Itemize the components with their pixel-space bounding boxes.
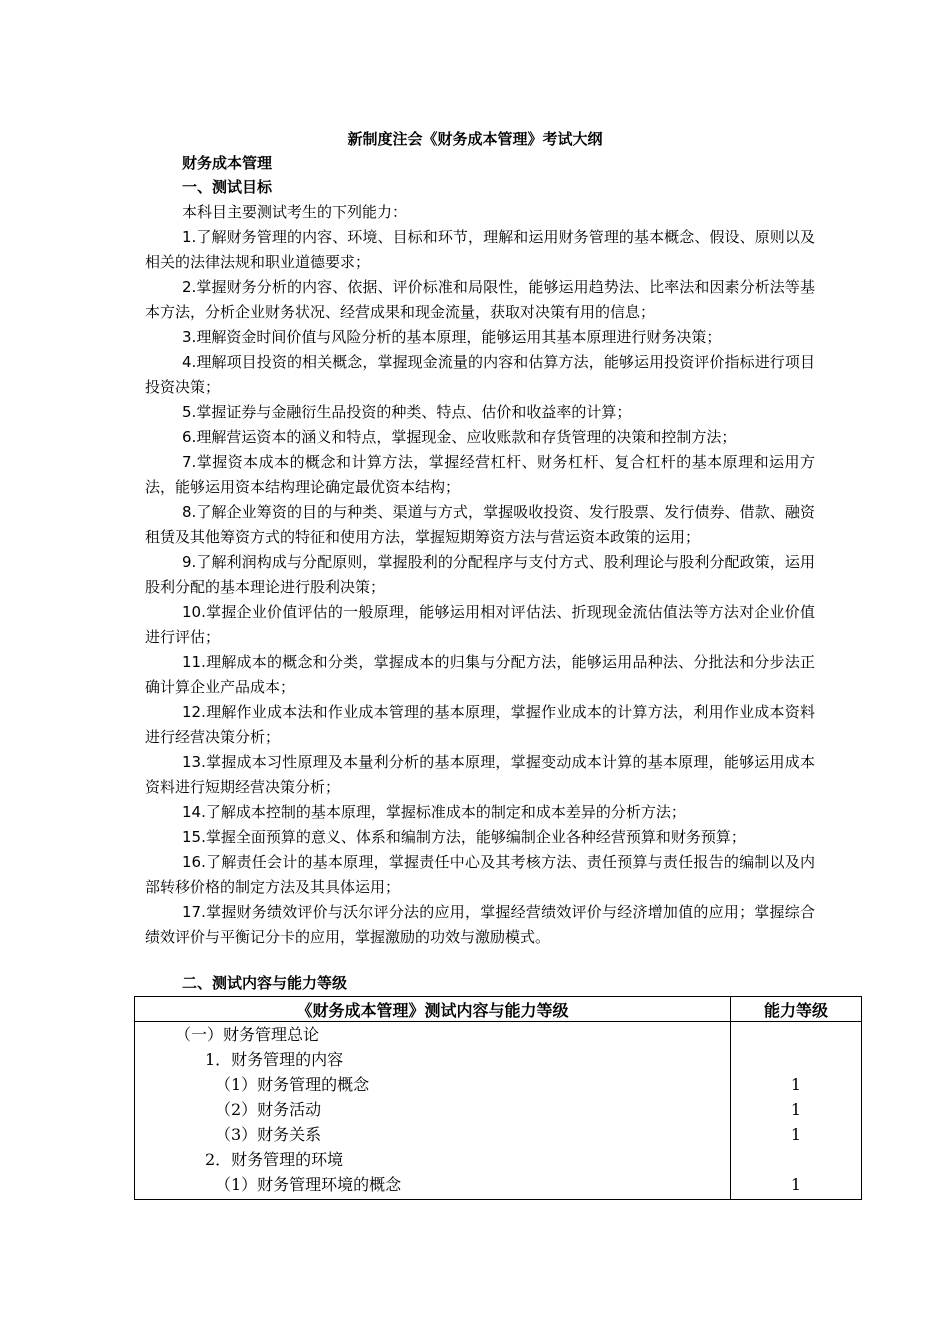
objective-item [145,800,815,825]
table-level-value [731,1147,861,1172]
objective-number: 1. [182,228,197,246]
table-level-value: 1 [790,1125,802,1144]
table-content-item: 1．财务管理的内容 [205,1050,344,1069]
table-level-value: 1 [790,1175,802,1194]
objective-item [145,450,815,500]
section2-heading: 二、测试内容与能力等级 [182,974,348,992]
document-title: 新制度注会《财务成本管理》考试大纲 [347,130,603,148]
objective-number: 10. [182,603,206,621]
objective-number: 17. [182,903,206,921]
objective-item [145,825,815,850]
objective-item [145,350,815,400]
objective-item [145,325,815,350]
table-content-item: 2．财务管理的环境 [205,1150,344,1169]
objective-item [145,650,815,700]
objective-number: 6. [182,428,197,446]
objective-text: 了解成本控制的基本原理，掌握标准成本的制定和成本差异的分析方法； [205,803,686,821]
table-level-value: 1 [790,1100,802,1119]
table-header-level: 能力等级 [731,997,862,1022]
objective-text: 掌握成本习性原理及本量利分析的基本原理，掌握变动成本计算的基本原理，能够运用成本资料进行短期经营决策分析； [145,753,815,796]
objective-number: 14. [182,803,206,821]
objective-number: 16. [182,853,206,871]
table-level-value [731,1047,861,1072]
objective-item [145,700,815,750]
objective-number: 5. [182,403,197,421]
objective-text: 掌握企业价值评估的一般原理，能够运用相对评估法、折现现金流估值法等方法对企业价值进行评估； [145,603,815,646]
objective-text: 理解营运资本的涵义和特点，掌握现金、应收账款和存货管理的决策和控制方法； [196,428,737,446]
objective-text: 理解项目投资的相关概念，掌握现金流量的内容和估算方法，能够运用投资评价指标进行项目投资决策； [145,353,815,396]
objective-item [145,425,815,450]
objective-text: 掌握资本成本的概念和计算方法，掌握经营杠杆、财务杠杆、复合杠杆的基本原理和运用方法，能够运用资本结构理论确定最优资本结构； [145,453,815,496]
objective-item [145,600,815,650]
objective-item [145,400,815,425]
table-header-row [135,997,862,1022]
table-content-cell [135,1022,731,1200]
objective-text: 掌握财务分析的内容、依据、评价标准和局限性，能够运用趋势法、比率法和因素分析法等基本方法，分析企业财务状况、经营成果和现金流量，获取对决策有用的信息； [145,278,815,321]
objective-number: 3. [182,328,197,346]
table-level-cell [731,1022,862,1200]
objective-item [145,225,815,275]
table-content-item: （1）财务管理环境的概念 [215,1175,402,1194]
objective-number: 15. [182,828,206,846]
objective-text: 掌握财务绩效评价与沃尔评分法的应用，掌握经营绩效评价与经济增加值的应用；掌握综合绩效评价与平衡记分卡的应用，掌握激励的功效与激励模式。 [145,903,815,946]
objective-number: 4. [182,353,197,371]
objective-item [145,750,815,800]
table-content-item: （2）财务活动 [215,1100,322,1119]
table-content-item: （3）财务关系 [215,1125,322,1144]
objective-item [145,900,815,950]
objective-text: 理解作业成本法和作业成本管理的基本原理，掌握作业成本的计算方法，利用作业成本资料进行经营决策分析； [145,703,815,746]
objectives-body [145,200,815,950]
table-content-item: （1）财务管理的概念 [215,1075,370,1094]
section1-heading: 一、测试目标 [182,178,273,196]
table-content-item: （一）财务管理总论 [175,1025,320,1044]
ability-table [134,996,862,1200]
objective-item [145,275,815,325]
objective-text: 了解责任会计的基本原理，掌握责任中心及其考核方法、责任预算与责任报告的编制以及内部转移价格的制定方法及其具体运用； [145,853,815,896]
objective-number: 11. [182,653,206,671]
objective-number: 8. [182,503,197,521]
objective-text: 理解资金时间价值与风险分析的基本原理，能够运用其基本原理进行财务决策； [196,328,722,346]
objective-text: 掌握全面预算的意义、体系和编制方法，能够编制企业各种经营预算和财务预算； [205,828,746,846]
table-row [135,1022,862,1200]
objective-item [145,850,815,900]
objective-text: 了解财务管理的内容、环境、目标和环节，理解和运用财务管理的基本概念、假设、原则以及相关的法律法规和职业道德要求； [145,228,815,271]
objective-item [145,500,815,550]
objective-number: 7. [182,453,197,471]
table-level-value [731,1022,861,1047]
objective-number: 12. [182,703,206,721]
table-header-content: 《财务成本管理》测试内容与能力等级 [135,997,731,1022]
subject-heading: 财务成本管理 [182,154,273,172]
objective-text: 理解成本的概念和分类，掌握成本的归集与分配方法，能够运用品种法、分批法和分步法正确计算企业产品成本； [145,653,815,696]
objective-item [145,550,815,600]
objective-text: 掌握证券与金融衍生品投资的种类、特点、估价和收益率的计算； [196,403,632,421]
objective-text: 了解企业筹资的目的与种类、渠道与方式，掌握吸收投资、发行股票、发行债券、借款、融资租赁及其他筹资方式的特征和使用方法，掌握短期筹资方法与营运资本政策的运用； [145,503,815,546]
objective-number: 2. [182,278,197,296]
objective-number: 9. [182,553,197,571]
objective-number: 13. [182,753,206,771]
objectives-list [145,225,815,950]
intro-paragraph: 本科目主要测试考生的下列能力： [182,203,408,221]
objective-text: 了解利润构成与分配原则，掌握股利的分配程序与支付方式、股利理论与股利分配政策，运用股利分配的基本理论进行股利决策； [145,553,815,596]
table-level-value: 1 [790,1075,802,1094]
